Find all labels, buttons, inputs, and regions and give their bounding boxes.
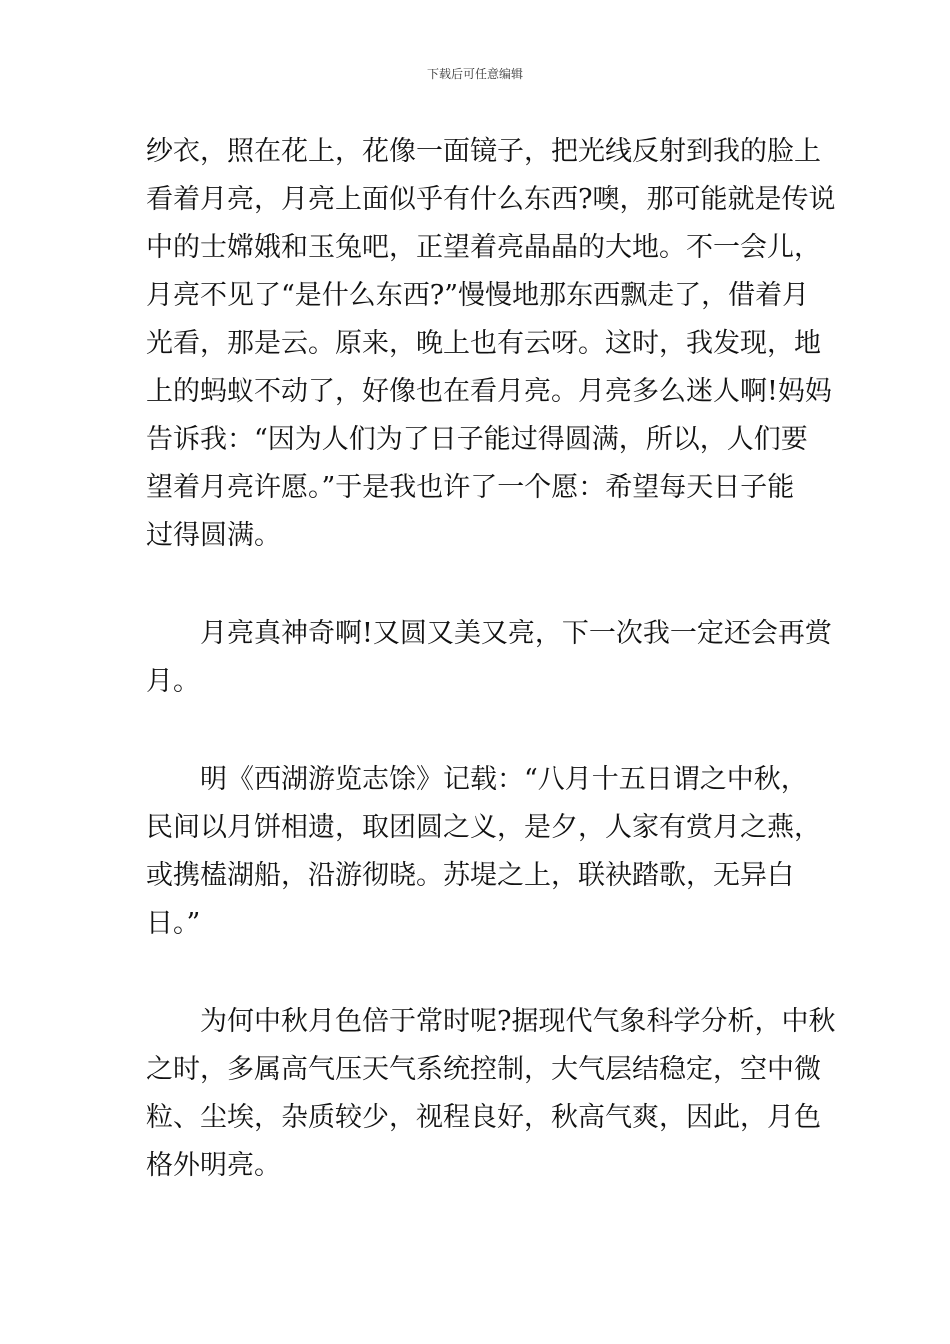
text-line: 或携榼湖船，沿游彻晓。苏堤之上，联袂踏歌，无异白 — [146, 860, 794, 891]
text-line: 中的士嫦娥和玉兔吧，正望着亮晶晶的大地。不一会儿， — [146, 232, 821, 263]
text-line: 纱衣，照在花上，花像一面镜子，把光线反射到我的脸上 — [146, 136, 821, 167]
text-line: 月亮真神奇啊!又圆又美又亮，下一次我一定还会再赏 — [146, 618, 832, 649]
text-line: 格外明亮。 — [146, 1150, 281, 1181]
text-line: 明《西湖游览志馀》记载：“八月十五日谓之中秋， — [146, 764, 808, 795]
text-line: 光看，那是云。原来，晚上也有云呀。这时，我发现，地 — [146, 328, 821, 359]
text-line: 日。” — [146, 908, 201, 939]
paragraph-spacer — [146, 948, 806, 998]
text-line: 月。 — [146, 666, 200, 697]
text-line: 告诉我：“因为人们为了日子能过得圆满，所以，人们要 — [146, 424, 808, 455]
text-line: 上的蚂蚁不动了，好像也在看月亮。月亮多么迷人啊!妈妈 — [146, 376, 832, 407]
document-body — [146, 128, 836, 1190]
text-line: 粒、尘埃，杂质较少，视程良好，秋高气爽，因此，月色 — [146, 1102, 821, 1133]
text-line: 月亮不见了“是什么东西?”慢慢地那东西飘走了，借着月 — [146, 280, 810, 311]
text-line: 过得圆满。 — [146, 520, 281, 551]
paragraph-1 — [146, 128, 836, 560]
paragraph-3 — [146, 756, 821, 948]
text-line: 看着月亮，月亮上面似乎有什么东西?噢，那可能就是传说 — [146, 184, 836, 215]
paragraph-2 — [146, 610, 832, 706]
paragraph-spacer — [146, 560, 806, 610]
text-line: 民间以月饼相遗，取团圆之义，是夕，人家有赏月之燕， — [146, 812, 821, 843]
page-header: 下载后可任意编辑 — [426, 67, 523, 81]
text-line: 为何中秋月色倍于常时呢?据现代气象科学分析，中秋 — [146, 1006, 836, 1037]
paragraph-4 — [146, 998, 836, 1190]
paragraph-spacer — [146, 706, 806, 756]
text-line: 之时，多属高气压天气系统控制，大气层结稳定，空中微 — [146, 1054, 821, 1085]
text-line: 望着月亮许愿。”于是我也许了一个愿：希望每天日子能 — [146, 472, 795, 503]
